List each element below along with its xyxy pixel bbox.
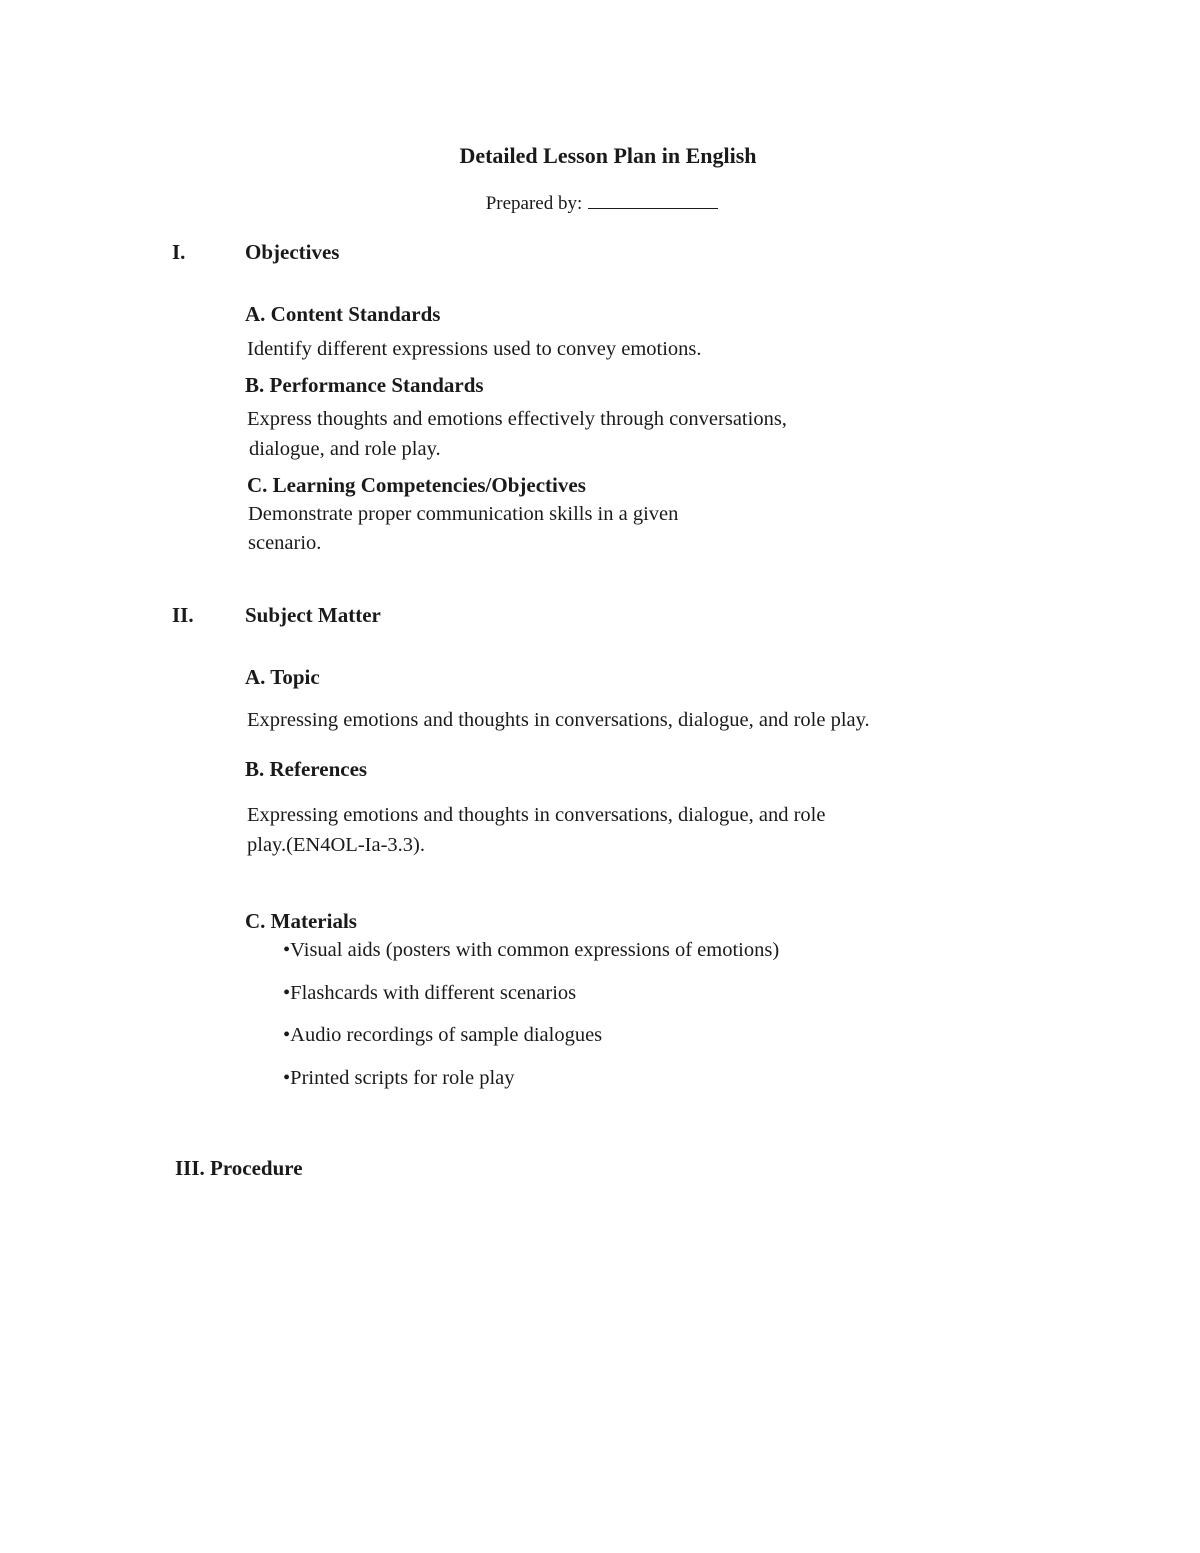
materials-item: •Flashcards with different scenarios xyxy=(283,982,577,1004)
section-2-heading: Subject Matter xyxy=(245,603,381,627)
materials-heading: C. Materials xyxy=(245,909,357,933)
performance-standards-text-line2: dialogue, and role play. xyxy=(249,438,441,460)
section-3-heading: III. Procedure xyxy=(175,1156,303,1180)
references-text-line1: Expressing emotions and thoughts in conversations, dialogue, and role xyxy=(247,804,826,826)
section-1-numeral: I. xyxy=(172,240,186,264)
topic-heading: A. Topic xyxy=(245,665,320,689)
performance-standards-text-line1: Express thoughts and emotions effectively through conversations, xyxy=(247,408,787,430)
prepared-by-blank xyxy=(588,190,718,209)
references-heading: B. References xyxy=(245,757,368,781)
learning-competencies-text-line2: scenario. xyxy=(248,532,322,554)
learning-competencies-text-line1: Demonstrate proper communication skills in a given xyxy=(248,503,679,525)
references-text-line2: play.(EN4OL-Ia-3.3). xyxy=(247,834,425,856)
performance-standards-heading: B. Performance Standards xyxy=(245,373,484,397)
prepared-by-label: Prepared by: xyxy=(485,193,583,214)
content-standards-text: Identify different expressions used to convey emotions. xyxy=(247,338,702,360)
section-1-heading: Objectives xyxy=(245,240,340,264)
document-title: Detailed Lesson Plan in English xyxy=(459,143,757,168)
prepared-by-line xyxy=(0,190,1200,215)
materials-item: •Audio recordings of sample dialogues xyxy=(283,1024,603,1046)
materials-item: •Visual aids (posters with common expressions of emotions) xyxy=(283,939,780,961)
section-2-numeral: II. xyxy=(172,603,194,627)
materials-item: •Printed scripts for role play xyxy=(283,1067,515,1089)
content-standards-heading: A. Content Standards xyxy=(245,302,441,326)
learning-competencies-heading: C. Learning Competencies/Objectives xyxy=(247,473,586,497)
topic-text: Expressing emotions and thoughts in conversations, dialogue, and role play. xyxy=(247,709,870,731)
